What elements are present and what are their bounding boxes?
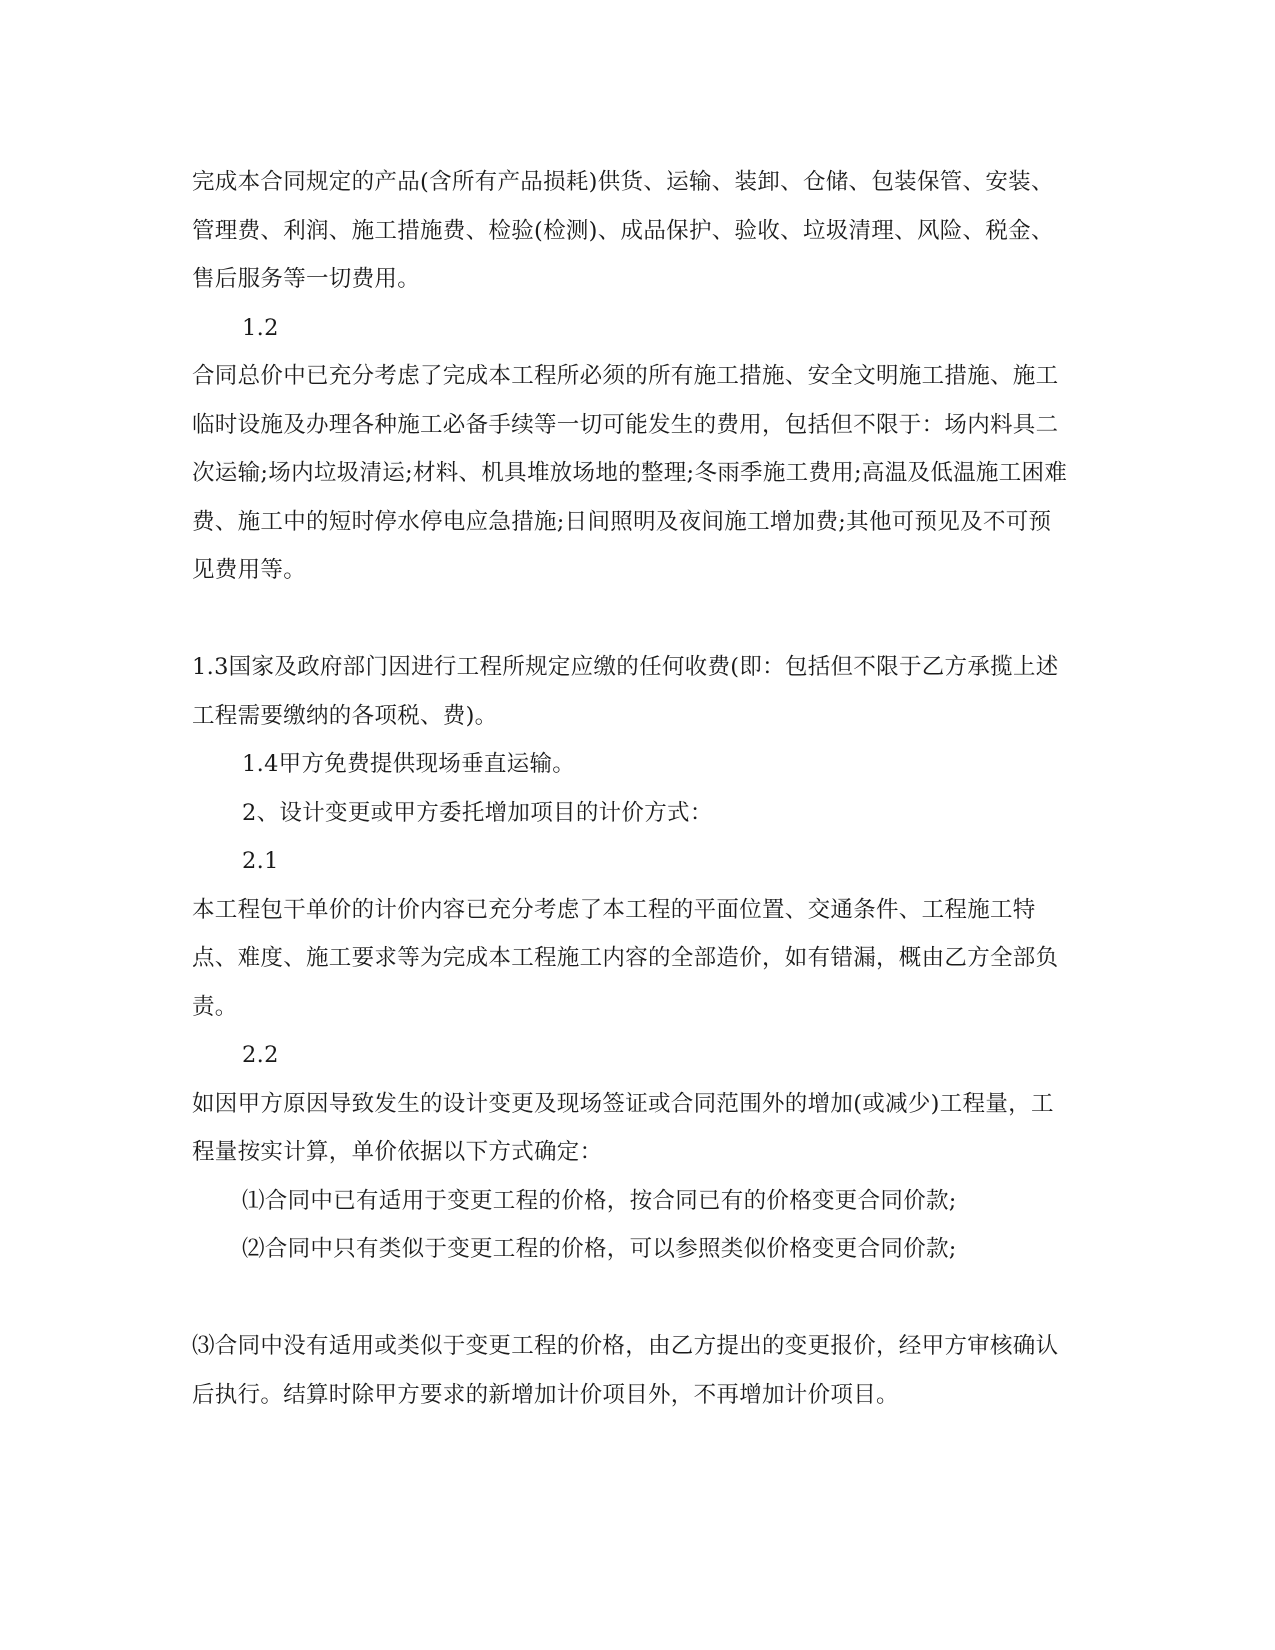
paragraph-1-4-vertical-transport: 1.4甲方免费提供现场垂直运输。 [242, 751, 576, 777]
paragraph-spacer [192, 595, 1072, 644]
paragraph-spacer [192, 1274, 1072, 1323]
list-item-3: ⑶合同中没有适用或类似于变更工程的价格，由乙方提出的变更报价，经甲方审核确认后执行。结算时除甲方要求的新增加计价项目外，不再增加计价项目。 [192, 1333, 1059, 1408]
paragraph-design-change: 如因甲方原因导致发生的设计变更及现场签证或合同范围外的增加(或减少)工程量，工程量按实计算，单价依据以下方式确定： [192, 1090, 1054, 1165]
paragraph-unit-price-scope: 本工程包干单价的计价内容已充分考虑了本工程的平面位置、交通条件、工程施工特点、难度、施工要求等为完成本工程施工内容的全部造价，如有错漏，概由乙方全部负责。 [192, 896, 1059, 1020]
section-number-1-2: 1.2 [242, 314, 279, 341]
section-number-2-1: 2.1 [242, 848, 279, 874]
paragraph-total-price: 合同总价中已充分考虑了完成本工程所必须的所有施工措施、安全文明施工措施、施工临时设施及办理各种施工必备手续等一切可能发生的费用，包括但不限于：场内料具二次运输;场内垃圾清运;材料、机具堆放场地的整理;冬雨季施工费用;高温及低温施工困难费、施工中的短时停水停电应急措施;日间照明及夜间施工增加费;其他可预见及不可预见费用等。 [192, 363, 1068, 583]
heading-2-pricing-method: 2、设计变更或甲方委托增加项目的计价方式： [242, 799, 713, 826]
paragraph-cost-scope: 完成本合同规定的产品(含所有产品损耗)供货、运输、装卸、仓储、包装保管、安装、管理费、利润、施工措施费、检验(检测)、成品保护、验收、垃圾清理、风险、税金、售后服务等一切费用。 [192, 169, 1054, 292]
paragraph-1-3-government-fees: 1.3国家及政府部门因进行工程所规定应缴的任何收费(即：包括但不限于乙方承揽上述工程需要缴纳的各项税、费)。 [192, 654, 1059, 729]
section-number-2-2: 2.2 [242, 1042, 279, 1068]
document-body [192, 158, 1072, 1419]
list-item-2: ⑵合同中只有类似于变更工程的价格，可以参照类似价格变更合同价款; [242, 1236, 957, 1262]
list-item-1: ⑴合同中已有适用于变更工程的价格，按合同已有的价格变更合同价款; [242, 1187, 957, 1214]
